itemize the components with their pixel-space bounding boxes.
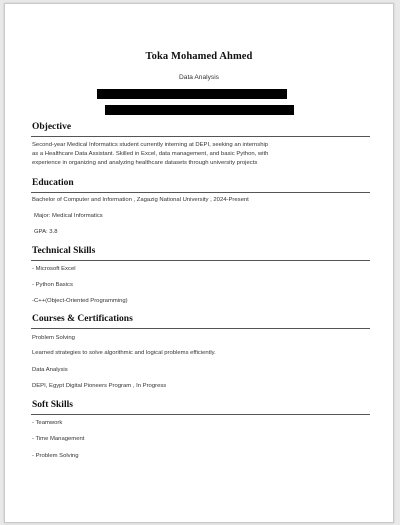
redacted-contact-line-1	[97, 89, 287, 99]
education-major: Major: Medical Informatics	[34, 213, 103, 219]
section-title-courses: Courses & Certifications	[32, 314, 133, 324]
education-gpa: GPA: 3.8	[34, 229, 58, 235]
course-name: Problem Solving	[32, 335, 75, 341]
section-title-education: Education	[32, 178, 74, 188]
course-name: Data Analysis	[32, 367, 68, 373]
candidate-role: Data Analysis	[179, 74, 219, 81]
soft-skill-item: - Teamwork	[32, 420, 63, 426]
candidate-name: Toka Mohamed Ahmed	[145, 51, 253, 62]
objective-line: experience in organizing and analyzing healthcare datasets through university projects	[32, 160, 258, 166]
objective-line: Second-year Medical Informatics student currently interning at DEPI, seeking an internship	[32, 142, 269, 148]
section-divider	[31, 136, 370, 137]
technical-skill-item: -C++(Object-Oriented Programming)	[32, 298, 128, 304]
objective-line: as a Healthcare Data Assistant. Skilled in Excel, data management, and basic Python, with	[32, 151, 269, 157]
objective-text	[32, 141, 370, 168]
redacted-contact-line-2	[105, 105, 294, 115]
course-description: Learned strategies to solve algorithmic and logical problems efficiently.	[32, 350, 216, 356]
course-description: DEPI, Egypt Digital Pioneers Program , In Progress	[32, 383, 167, 389]
soft-skill-item: - Problem Solving	[32, 453, 79, 459]
education-degree: Bachelor of Computer and Information , Zagazig National University , 2024-Present	[32, 197, 249, 203]
resume-page	[4, 3, 394, 523]
section-divider	[31, 192, 370, 193]
section-title-soft-skills: Soft Skills	[32, 400, 73, 410]
section-title-objective: Objective	[32, 122, 72, 132]
section-divider	[31, 260, 370, 261]
section-divider	[31, 328, 370, 329]
section-title-technical-skills: Technical Skills	[32, 246, 96, 256]
section-divider	[31, 414, 370, 415]
technical-skill-item: - Microsoft Excel	[32, 266, 76, 272]
technical-skill-item: - Python Basics	[32, 282, 73, 288]
soft-skill-item: - Time Management	[32, 436, 85, 442]
